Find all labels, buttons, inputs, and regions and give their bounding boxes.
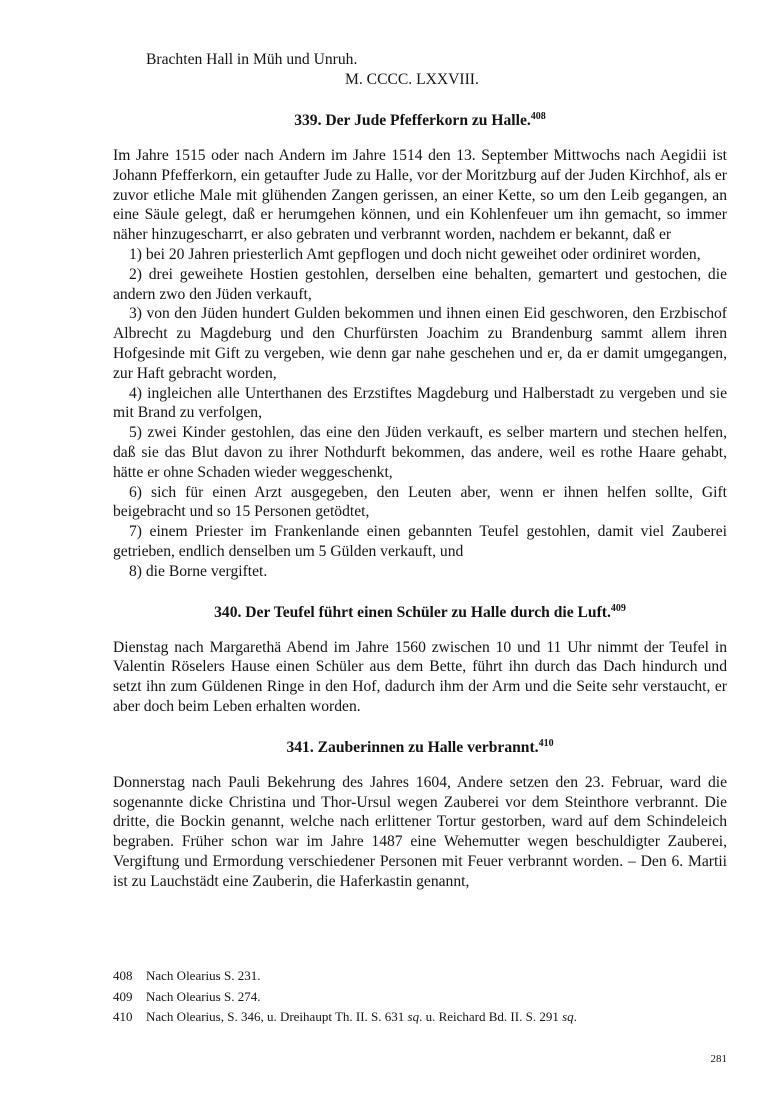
- footnote-text: Nach Olearius S. 231.: [146, 968, 261, 983]
- list-item: 2) drei geweihete Hostien gestohlen, derselben eine behalten, gemartert und gestochen, die andern zwo den Jüden verkauft,: [113, 265, 727, 303]
- list-item: 7) einem Priester im Frankenlande einen gebannten Teufel gestohlen, damit viel Zauberei getrieben, endlich denselben um 5 Gülden verkauft, und: [113, 523, 727, 560]
- list-item: 4) ingleichen alle Unterthanen des Erzstiftes Magdeburg und Halberstadt zu vergeben und sie mit Brand zu verfolgen,: [113, 384, 727, 422]
- footnote-text: Nach Olearius, S. 346, u. Dreihaupt Th. II. S. 631 sq. u. Reichard Bd. II. S. 291 sq.: [146, 1009, 577, 1024]
- footnote-text: Nach Olearius S. 274.: [146, 988, 261, 1004]
- verse-date: M. CCCC. LXXVIII.: [345, 71, 479, 88]
- list-item: 8) die Borne vergiftet.: [129, 562, 268, 580]
- footnotes: [113, 966, 727, 1028]
- section-heading-341: 341. Zauberinnen zu Halle verbrannt.$^{410}$: [286, 737, 554, 756]
- section-340-text: Dienstag nach Margarethä Abend im Jahre 1560 zwischen 10 und 11 Uhr nimmt der Teufel in Valentin Röselers Hause einen Schüler aus dem Bette, führt ihn durch das Dach hindurch und setzt ihn zum Güldenen Ringe in den Hof, dadurch ihm der Arm und die Seite sehr verstaucht, er aber doch beim Leben erhalten worden.: [113, 638, 727, 715]
- footnote-ref-410[interactable]: 410: [538, 737, 554, 749]
- verse-line: Brachten Hall in Müh und Unruh.: [146, 51, 358, 68]
- footnote-ref-408[interactable]: 408: [530, 111, 546, 122]
- page-number: 281: [710, 1053, 727, 1065]
- section-341-text: Donnerstag nach Pauli Bekehrung des Jahres 1604, Andere setzen den 23. Februar, ward die sogenannte dicke Christina und Thor-Ursul wegen Zauberei vor dem Steinthore verbrannt. Die dritte, die Bockin genannt, welche nach erlittener Tortur gestorben, ward auf dem Schindeleich begraben. Früher schon war im Jahre 1487 eine Wehemutter wegen beschuldigter Zauberei, Vergiftung und Ermordung verschiedener Personen mit Feuer verbrannt worden. – Den 6. Martii ist zu Lauchstädt eine Zauberin, die Haferkastin genannt,: [113, 773, 727, 890]
- list-item: 1) bei 20 Jahren priesterlich Amt gepflogen und doch nicht geweihet oder ordiniret worden,: [129, 245, 701, 263]
- section-heading-340: 340. Der Teufel führt einen Schüler zu Halle durch die Luft.$^{409}$: [214, 602, 626, 621]
- footnote-410: [113, 1007, 727, 1028]
- footnote-number: 410: [113, 1009, 133, 1024]
- section-heading-339: 339. Der Jude Pfefferkorn zu Halle.$^{408}$: [294, 111, 546, 129]
- list-item: 5) zwei Kinder gestohlen, das eine den Jüden verkauft, es selber martern und stechen helfen, daß sie das Blut davon zu ihrer Nothdurft bekommen, das andere, weil es rothe Haare gehabt, hätte er ohne Schaden wieder weggeschenkt,: [113, 424, 727, 481]
- footnote-409: [113, 987, 727, 1008]
- footnote-408: [113, 966, 727, 987]
- list-item: 6) sich für einen Arzt ausgegeben, den Leuten aber, wenn er ihnen helfen sollte, Gift beigebracht und so 15 Personen getödtet,: [113, 483, 727, 521]
- section-339-intro: Im Jahre 1515 oder nach Andern im Jahre 1514 den 13. September Mittwochs nach Aegidii ist Johann Pfefferkorn, ein getaufter Jude zu Halle, vor der Moritzburg auf der Juden Kirchhof, als er zuvor etliche Male mit glühenden Zangen gerissen, an einer Kette, so um den Leib gegangen, an eine Säule gelegt, daß er herumgehen können, und ein Kohlenfeuer um ihn gemacht, so immer näher hinzugescharrt, er also gebraten und verbrannt worden, nachdem er bekannt, daß er: [113, 147, 727, 244]
- footnote-ref-409[interactable]: 409: [610, 602, 626, 614]
- footnote-number: 409: [113, 988, 133, 1004]
- list-item: 3) von den Jüden hundert Gulden bekommen und ihnen einen Eid geschworen, den Erzbischof Albrecht zu Magdeburg und den Churfürsten Joachim zu Brandenburg sammt allem ihren Hofgesinde mit Gift zu vergeben, wie denn gar nahe geschehen und er, da er damit umgegangen, zur Haft gebracht worden,: [113, 305, 727, 382]
- verse-block: [113, 50, 727, 90]
- footnote-number: 408: [113, 968, 133, 983]
- page-body: [113, 50, 727, 892]
